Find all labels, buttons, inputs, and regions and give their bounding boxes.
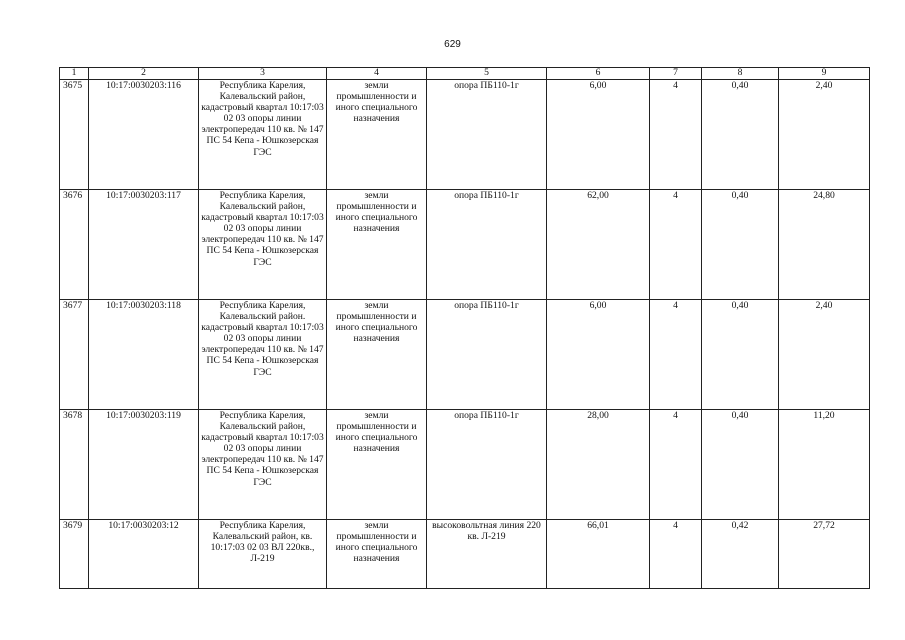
col7-cell: 4 <box>650 410 702 520</box>
col7-cell: 4 <box>650 520 702 589</box>
col-header-3: 3 <box>199 68 327 80</box>
table-row <box>60 520 870 589</box>
table-row <box>60 190 870 300</box>
col7-cell: 4 <box>650 300 702 410</box>
col8-cell: 0,40 <box>702 300 779 410</box>
table-row <box>60 300 870 410</box>
col-header-9: 9 <box>779 68 870 80</box>
row-number: 3679 <box>60 520 89 589</box>
col7-cell: 4 <box>650 190 702 300</box>
col-header-4: 4 <box>327 68 427 80</box>
col8-cell: 0,40 <box>702 190 779 300</box>
col9-cell: 24,80 <box>779 190 870 300</box>
col8-cell: 0,42 <box>702 520 779 589</box>
location-cell: Республика Карелия, Калевальский район, кадастровый квартал 10:17:03 02 03 опоры линии электропередач 110 кв. № 147 ПС 54 Кепа - Юшкозерская ГЭС <box>199 80 327 190</box>
cadastral-number: 10:17:0030203:118 <box>89 300 199 410</box>
area-cell: 66,01 <box>547 520 650 589</box>
land-category-cell: земли промышленности и иного специального назначения <box>327 80 427 190</box>
col9-cell: 27,72 <box>779 520 870 589</box>
col-header-1: 1 <box>60 68 89 80</box>
cadastral-number: 10:17:0030203:12 <box>89 520 199 589</box>
row-number: 3678 <box>60 410 89 520</box>
header-row <box>60 68 870 80</box>
land-category-cell: земли промышленности и иного специального назначения <box>327 410 427 520</box>
table-row <box>60 80 870 190</box>
cadastral-number: 10:17:0030203:117 <box>89 190 199 300</box>
object-cell: опора ПБ110-1г <box>427 300 547 410</box>
col-header-5: 5 <box>427 68 547 80</box>
col9-cell: 2,40 <box>779 80 870 190</box>
location-cell: Республика Карелия, Калевальский район, кв. 10:17:03 02 03 ВЛ 220кв., Л-219 <box>199 520 327 589</box>
row-number: 3677 <box>60 300 89 410</box>
col9-cell: 2,40 <box>779 300 870 410</box>
page-number: 629 <box>444 39 461 50</box>
col8-cell: 0,40 <box>702 80 779 190</box>
col9-cell: 11,20 <box>779 410 870 520</box>
object-cell: опора ПБ110-1г <box>427 190 547 300</box>
object-cell: опора ПБ110-1г <box>427 410 547 520</box>
land-category-cell: земли промышленности и иного специального назначения <box>327 520 427 589</box>
location-cell: Республика Карелия, Калевальский район, кадастровый квартал 10:17:03 02 03 опоры линии электропередач 110 кв. № 147 ПС 54 Кепа - Юшкозерская ГЭС <box>199 190 327 300</box>
row-number: 3675 <box>60 80 89 190</box>
area-cell: 28,00 <box>547 410 650 520</box>
object-cell: высоковольтная линия 220 кв. Л-219 <box>427 520 547 589</box>
col-header-8: 8 <box>702 68 779 80</box>
row-number: 3676 <box>60 190 89 300</box>
col7-cell: 4 <box>650 80 702 190</box>
cadastral-number: 10:17:0030203:116 <box>89 80 199 190</box>
col8-cell: 0,40 <box>702 410 779 520</box>
area-cell: 6,00 <box>547 300 650 410</box>
table-row <box>60 410 870 520</box>
land-category-cell: земли промышленности и иного специального назначения <box>327 190 427 300</box>
col-header-7: 7 <box>650 68 702 80</box>
col-header-2: 2 <box>89 68 199 80</box>
col-header-6: 6 <box>547 68 650 80</box>
object-cell: опора ПБ110-1г <box>427 80 547 190</box>
location-cell: Республика Карелия, Калевальский район. кадастровый квартал 10:17:03 02 03 опоры линии электропередач 110 кв. № 147 ПС 54 Кепа - Юшкозерская ГЭС <box>199 300 327 410</box>
area-cell: 62,00 <box>547 190 650 300</box>
land-register-table <box>59 67 870 589</box>
land-category-cell: земли промышленности и иного специального назначения <box>327 300 427 410</box>
area-cell: 6,00 <box>547 80 650 190</box>
location-cell: Республика Карелия, Калевальский район, кадастровый квартал 10:17:03 02 03 опоры линии электропередач 110 кв. № 147 ПС 54 Кепа - Юшкозерская ГЭС <box>199 410 327 520</box>
cadastral-number: 10:17:0030203:119 <box>89 410 199 520</box>
